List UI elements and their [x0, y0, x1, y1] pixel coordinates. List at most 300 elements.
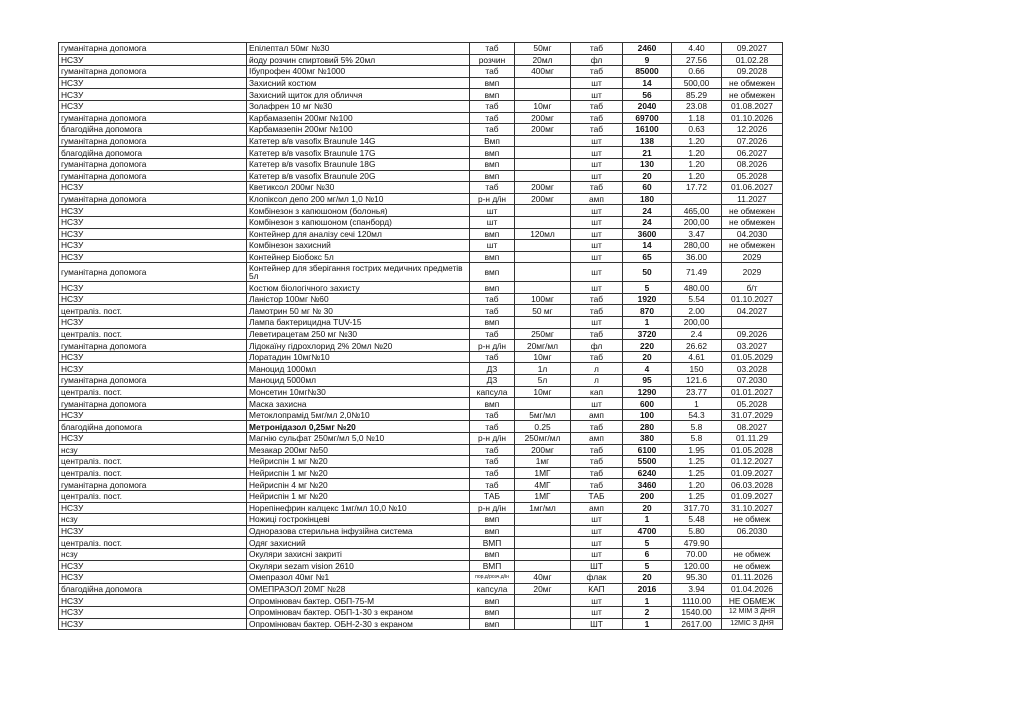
item-name-cell: Маска захисна [247, 398, 470, 410]
source-cell: НСЗУ [59, 433, 247, 445]
source-cell: НСЗУ [59, 182, 247, 194]
table-row [59, 351, 783, 363]
quantity-cell: 50 [623, 263, 672, 282]
expiry-cell: не обмежен [722, 216, 783, 228]
quantity-cell: 3460 [623, 479, 672, 491]
quantity-cell: 60 [623, 182, 672, 194]
dose-cell: 1мг [515, 456, 571, 468]
quantity-cell: 1 [623, 595, 672, 607]
item-name-cell: Нейриспін 1 мг №20 [247, 467, 470, 479]
expiry-cell: 2029 [722, 263, 783, 282]
form-cell: ВМП [470, 537, 515, 549]
item-name-cell: йоду розчин спиртовий 5% 20мл [247, 54, 470, 66]
expiry-cell: не обмеж [722, 560, 783, 572]
form-cell: вмп [470, 263, 515, 282]
dose-cell: 20мг/мл [515, 340, 571, 352]
quantity-cell: 16100 [623, 124, 672, 136]
price-cell: 54.3 [672, 409, 722, 421]
expiry-cell: не обмеж [722, 548, 783, 560]
quantity-cell: 1 [623, 618, 672, 630]
table-row [59, 456, 783, 468]
expiry-cell: 01.05.2029 [722, 351, 783, 363]
price-cell: 1.25 [672, 490, 722, 502]
quantity-cell: 2040 [623, 100, 672, 112]
dose-cell: 250мг/мл [515, 433, 571, 445]
item-name-cell: Метронідазол 0,25мг №20 [247, 421, 470, 433]
quantity-cell: 14 [623, 77, 672, 89]
dose-cell: 250мг [515, 328, 571, 340]
dose-cell [515, 537, 571, 549]
dose-cell [515, 595, 571, 607]
table-row [59, 240, 783, 252]
table-row [59, 363, 783, 375]
source-cell: гуманітарна допомога [59, 43, 247, 55]
table-row [59, 398, 783, 410]
source-cell: НСЗУ [59, 595, 247, 607]
table-row [59, 548, 783, 560]
dose-cell: 20мл [515, 54, 571, 66]
source-cell: НСЗУ [59, 560, 247, 572]
dose-cell [515, 514, 571, 526]
dose-cell [515, 205, 571, 217]
table-row [59, 572, 783, 584]
table-row [59, 317, 783, 329]
unit-cell: таб [571, 43, 623, 55]
expiry-cell: 04.2030 [722, 228, 783, 240]
item-name-cell: Ламотрин 50 мг № 30 [247, 305, 470, 317]
dose-cell: 120мл [515, 228, 571, 240]
table-row [59, 409, 783, 421]
expiry-cell: 01.05.2028 [722, 444, 783, 456]
item-name-cell: Метоклопрамід 5мг/мл 2,0№10 [247, 409, 470, 421]
form-cell: вмп [470, 525, 515, 537]
form-cell: таб [470, 43, 515, 55]
form-cell: вмп [470, 398, 515, 410]
unit-cell: ШТ [571, 618, 623, 630]
unit-cell: амп [571, 409, 623, 421]
form-cell: таб [470, 456, 515, 468]
quantity-cell: 20 [623, 351, 672, 363]
form-cell: вмп [470, 514, 515, 526]
dose-cell: 1МГ [515, 467, 571, 479]
expiry-cell: 31.07.2029 [722, 409, 783, 421]
form-cell: таб [470, 479, 515, 491]
source-cell: НСЗУ [59, 282, 247, 294]
price-cell: 1.20 [672, 479, 722, 491]
quantity-cell: 85000 [623, 66, 672, 78]
form-cell: таб [470, 100, 515, 112]
dose-cell: 50мг [515, 43, 571, 55]
dose-cell: 10мг [515, 386, 571, 398]
expiry-cell: б/т [722, 282, 783, 294]
source-cell: нсзу [59, 514, 247, 526]
price-cell: 5.80 [672, 525, 722, 537]
source-cell: централіз. пост. [59, 456, 247, 468]
quantity-cell: 380 [623, 433, 672, 445]
dose-cell: 1МГ [515, 490, 571, 502]
dose-cell: 5л [515, 375, 571, 387]
price-cell: 120.00 [672, 560, 722, 572]
quantity-cell: 3600 [623, 228, 672, 240]
unit-cell: шт [571, 205, 623, 217]
unit-cell: амп [571, 502, 623, 514]
item-name-cell: Нейриспін 4 мг №20 [247, 479, 470, 491]
price-cell: 5.8 [672, 421, 722, 433]
unit-cell: таб [571, 112, 623, 124]
source-cell: гуманітарна допомога [59, 263, 247, 282]
unit-cell: шт [571, 158, 623, 170]
expiry-cell: 01.09.2027 [722, 490, 783, 502]
dose-cell: 1мг/мл [515, 502, 571, 514]
form-cell: р-н д/ін [470, 433, 515, 445]
quantity-cell: 2 [623, 606, 672, 618]
item-name-cell: Захисний щиток для обличчя [247, 89, 470, 101]
form-cell: таб [470, 421, 515, 433]
source-cell: НСЗУ [59, 293, 247, 305]
unit-cell: таб [571, 479, 623, 491]
price-cell: 1.18 [672, 112, 722, 124]
table-row [59, 514, 783, 526]
source-cell: НСЗУ [59, 317, 247, 329]
price-cell: 17.72 [672, 182, 722, 194]
dose-cell: 200мг [515, 112, 571, 124]
expiry-cell: не обмежен [722, 77, 783, 89]
dose-cell: 4МГ [515, 479, 571, 491]
dose-cell [515, 398, 571, 410]
table-row [59, 537, 783, 549]
quantity-cell: 14 [623, 240, 672, 252]
source-cell: НСЗУ [59, 525, 247, 537]
source-cell: НСЗУ [59, 77, 247, 89]
table-row [59, 444, 783, 456]
expiry-cell: 07.2030 [722, 375, 783, 387]
item-name-cell: Ножиці гострокінцеві [247, 514, 470, 526]
expiry-cell: 01.08.2027 [722, 100, 783, 112]
unit-cell: шт [571, 398, 623, 410]
unit-cell: ШТ [571, 560, 623, 572]
expiry-cell: 09.2027 [722, 43, 783, 55]
item-name-cell: Маноцид 1000мл [247, 363, 470, 375]
source-cell: НСЗУ [59, 363, 247, 375]
item-name-cell: Епілептал 50мг №30 [247, 43, 470, 55]
form-cell: таб [470, 293, 515, 305]
expiry-cell: 01.09.2027 [722, 467, 783, 479]
source-cell: гуманітарна допомога [59, 193, 247, 205]
dose-cell: 40мг [515, 572, 571, 584]
form-cell: р-н д/ін [470, 340, 515, 352]
dose-cell [515, 147, 571, 159]
dose-cell [515, 263, 571, 282]
table-row [59, 263, 783, 282]
source-cell: НСЗУ [59, 205, 247, 217]
expiry-cell: 01.10.2026 [722, 112, 783, 124]
dose-cell [515, 89, 571, 101]
quantity-cell: 6 [623, 548, 672, 560]
unit-cell: шт [571, 89, 623, 101]
quantity-cell: 56 [623, 89, 672, 101]
unit-cell: шт [571, 282, 623, 294]
unit-cell: кап [571, 386, 623, 398]
source-cell: гуманітарна допомога [59, 479, 247, 491]
item-name-cell: Контейнер Біобокс 5л [247, 251, 470, 263]
quantity-cell: 870 [623, 305, 672, 317]
item-name-cell: Опромінювач бактер. ОБП-75-М [247, 595, 470, 607]
form-cell: Вмп [470, 135, 515, 147]
dose-cell [515, 240, 571, 252]
source-cell: НСЗУ [59, 100, 247, 112]
form-cell: розчин [470, 54, 515, 66]
quantity-cell: 65 [623, 251, 672, 263]
unit-cell: ТАБ [571, 490, 623, 502]
table-row [59, 433, 783, 445]
table-row [59, 147, 783, 159]
price-cell: 1.20 [672, 135, 722, 147]
unit-cell: шт [571, 170, 623, 182]
unit-cell: таб [571, 182, 623, 194]
source-cell: гуманітарна допомога [59, 340, 247, 352]
price-cell: 150 [672, 363, 722, 375]
form-cell: вмп [470, 147, 515, 159]
unit-cell: флак [571, 572, 623, 584]
expiry-cell [722, 317, 783, 329]
form-cell: таб [470, 182, 515, 194]
unit-cell: шт [571, 537, 623, 549]
dose-cell [515, 525, 571, 537]
table-row [59, 282, 783, 294]
form-cell: вмп [470, 606, 515, 618]
quantity-cell: 24 [623, 205, 672, 217]
dose-cell: 100мг [515, 293, 571, 305]
unit-cell: шт [571, 263, 623, 282]
form-cell: вмп [470, 170, 515, 182]
dose-cell [515, 216, 571, 228]
form-cell: вмп [470, 317, 515, 329]
price-cell: 2617.00 [672, 618, 722, 630]
unit-cell: таб [571, 421, 623, 433]
expiry-cell: 06.03.2028 [722, 479, 783, 491]
form-cell: вмп [470, 595, 515, 607]
dose-cell: 200мг [515, 124, 571, 136]
unit-cell: л [571, 363, 623, 375]
form-cell: таб [470, 124, 515, 136]
table-row [59, 606, 783, 618]
table-row [59, 54, 783, 66]
expiry-cell: 01.04.2026 [722, 583, 783, 595]
quantity-cell: 220 [623, 340, 672, 352]
unit-cell: л [571, 375, 623, 387]
table-row [59, 560, 783, 572]
item-name-cell: Костюм біологічного захисту [247, 282, 470, 294]
item-name-cell: Карбамазепін 200мг №100 [247, 124, 470, 136]
item-name-cell: Комбінезон з капюшоном (спанборд) [247, 216, 470, 228]
price-cell: 23.77 [672, 386, 722, 398]
unit-cell: таб [571, 444, 623, 456]
dose-cell: 400мг [515, 66, 571, 78]
unit-cell: КАП [571, 583, 623, 595]
quantity-cell: 4 [623, 363, 672, 375]
source-cell: НСЗУ [59, 618, 247, 630]
form-cell: вмп [470, 228, 515, 240]
price-cell: 121.6 [672, 375, 722, 387]
unit-cell: шт [571, 525, 623, 537]
source-cell: гуманітарна допомога [59, 375, 247, 387]
source-cell: благодійна допомога [59, 421, 247, 433]
item-name-cell: Лідокаїну гідрохлорид 2% 20мл №20 [247, 340, 470, 352]
source-cell: НСЗУ [59, 54, 247, 66]
source-cell: НСЗУ [59, 351, 247, 363]
price-cell: 200,00 [672, 317, 722, 329]
item-name-cell: Одяг захисний [247, 537, 470, 549]
source-cell: НСЗУ [59, 502, 247, 514]
expiry-cell: не обмежен [722, 205, 783, 217]
table-row [59, 228, 783, 240]
table-row [59, 386, 783, 398]
quantity-cell: 69700 [623, 112, 672, 124]
price-cell: 4.40 [672, 43, 722, 55]
dose-cell [515, 158, 571, 170]
table-row [59, 525, 783, 537]
expiry-cell: 01.01.2027 [722, 386, 783, 398]
table-row [59, 205, 783, 217]
table-row [59, 66, 783, 78]
table-row [59, 421, 783, 433]
form-cell: капсула [470, 583, 515, 595]
source-cell: НСЗУ [59, 409, 247, 421]
quantity-cell: 280 [623, 421, 672, 433]
quantity-cell: 24 [623, 216, 672, 228]
expiry-cell: не обмежен [722, 240, 783, 252]
source-cell: гуманітарна допомога [59, 112, 247, 124]
item-name-cell: Комбінезон захисний [247, 240, 470, 252]
item-name-cell: Нейриспін 1 мг №20 [247, 456, 470, 468]
unit-cell: таб [571, 100, 623, 112]
form-cell: ВМП [470, 560, 515, 572]
price-cell: 71.49 [672, 263, 722, 282]
source-cell: НСЗУ [59, 251, 247, 263]
unit-cell: шт [571, 216, 623, 228]
form-cell: р-н д/ін [470, 193, 515, 205]
price-cell: 3.94 [672, 583, 722, 595]
unit-cell: таб [571, 66, 623, 78]
quantity-cell: 200 [623, 490, 672, 502]
price-cell: 200,00 [672, 216, 722, 228]
inventory-sheet [58, 42, 782, 630]
price-cell: 95.30 [672, 572, 722, 584]
source-cell: благодійна допомога [59, 124, 247, 136]
quantity-cell: 5 [623, 560, 672, 572]
unit-cell: таб [571, 293, 623, 305]
dose-cell: 1л [515, 363, 571, 375]
expiry-cell: 09.2028 [722, 66, 783, 78]
source-cell: централіз. пост. [59, 305, 247, 317]
table-row [59, 135, 783, 147]
unit-cell: шт [571, 240, 623, 252]
unit-cell: таб [571, 124, 623, 136]
form-cell: таб [470, 444, 515, 456]
price-cell: 1.25 [672, 456, 722, 468]
table-row [59, 618, 783, 630]
table-row [59, 502, 783, 514]
unit-cell: шт [571, 514, 623, 526]
quantity-cell: 180 [623, 193, 672, 205]
table-row [59, 158, 783, 170]
unit-cell: шт [571, 317, 623, 329]
quantity-cell: 4700 [623, 525, 672, 537]
source-cell: благодійна допомога [59, 583, 247, 595]
price-cell: 500,00 [672, 77, 722, 89]
dose-cell [515, 548, 571, 560]
expiry-cell: 05.2028 [722, 170, 783, 182]
source-cell: гуманітарна допомога [59, 170, 247, 182]
table-row [59, 293, 783, 305]
table-row [59, 340, 783, 352]
item-name-cell: Карбамазепін 200мг №100 [247, 112, 470, 124]
price-cell: 1110.00 [672, 595, 722, 607]
unit-cell: таб [571, 351, 623, 363]
quantity-cell: 100 [623, 409, 672, 421]
expiry-cell: 05.2028 [722, 398, 783, 410]
source-cell: гуманітарна допомога [59, 398, 247, 410]
expiry-cell: 09.2026 [722, 328, 783, 340]
form-cell: р-н д/ін [470, 502, 515, 514]
dose-cell: 5мг/мл [515, 409, 571, 421]
table-row [59, 89, 783, 101]
quantity-cell: 2016 [623, 583, 672, 595]
quantity-cell: 9 [623, 54, 672, 66]
price-cell: 1.20 [672, 147, 722, 159]
unit-cell: шт [571, 147, 623, 159]
item-name-cell: Лоратадин 10мг№10 [247, 351, 470, 363]
form-cell: таб [470, 328, 515, 340]
price-cell: 26.62 [672, 340, 722, 352]
quantity-cell: 5 [623, 537, 672, 549]
form-cell: таб [470, 467, 515, 479]
item-name-cell: Катетер в/в vasofix Braunule 20G [247, 170, 470, 182]
inventory-table [58, 42, 783, 630]
quantity-cell: 1920 [623, 293, 672, 305]
dose-cell [515, 251, 571, 263]
price-cell: 1.20 [672, 170, 722, 182]
price-cell: 5.48 [672, 514, 722, 526]
form-cell: капсула [470, 386, 515, 398]
table-row [59, 43, 783, 55]
table-row [59, 77, 783, 89]
item-name-cell: Окуляри sezam vision 2610 [247, 560, 470, 572]
source-cell: централіз. пост. [59, 490, 247, 502]
price-cell: 480.00 [672, 282, 722, 294]
dose-cell [515, 560, 571, 572]
table-row [59, 182, 783, 194]
unit-cell: таб [571, 328, 623, 340]
form-cell: вмп [470, 618, 515, 630]
form-cell: таб [470, 112, 515, 124]
table-row [59, 251, 783, 263]
quantity-cell: 1290 [623, 386, 672, 398]
dose-cell: 200мг [515, 193, 571, 205]
expiry-cell: 01.10.2027 [722, 293, 783, 305]
unit-cell: шт [571, 595, 623, 607]
item-name-cell: Маноцид 5000мл [247, 375, 470, 387]
dose-cell: 200мг [515, 444, 571, 456]
quantity-cell: 1 [623, 514, 672, 526]
unit-cell: таб [571, 305, 623, 317]
expiry-cell: 08.2027 [722, 421, 783, 433]
item-name-cell: Магнію сульфат 250мг/мл 5,0 №10 [247, 433, 470, 445]
table-row [59, 112, 783, 124]
expiry-cell: НЕ ОБМЕЖ [722, 595, 783, 607]
form-cell: таб [470, 351, 515, 363]
price-cell: 1.95 [672, 444, 722, 456]
